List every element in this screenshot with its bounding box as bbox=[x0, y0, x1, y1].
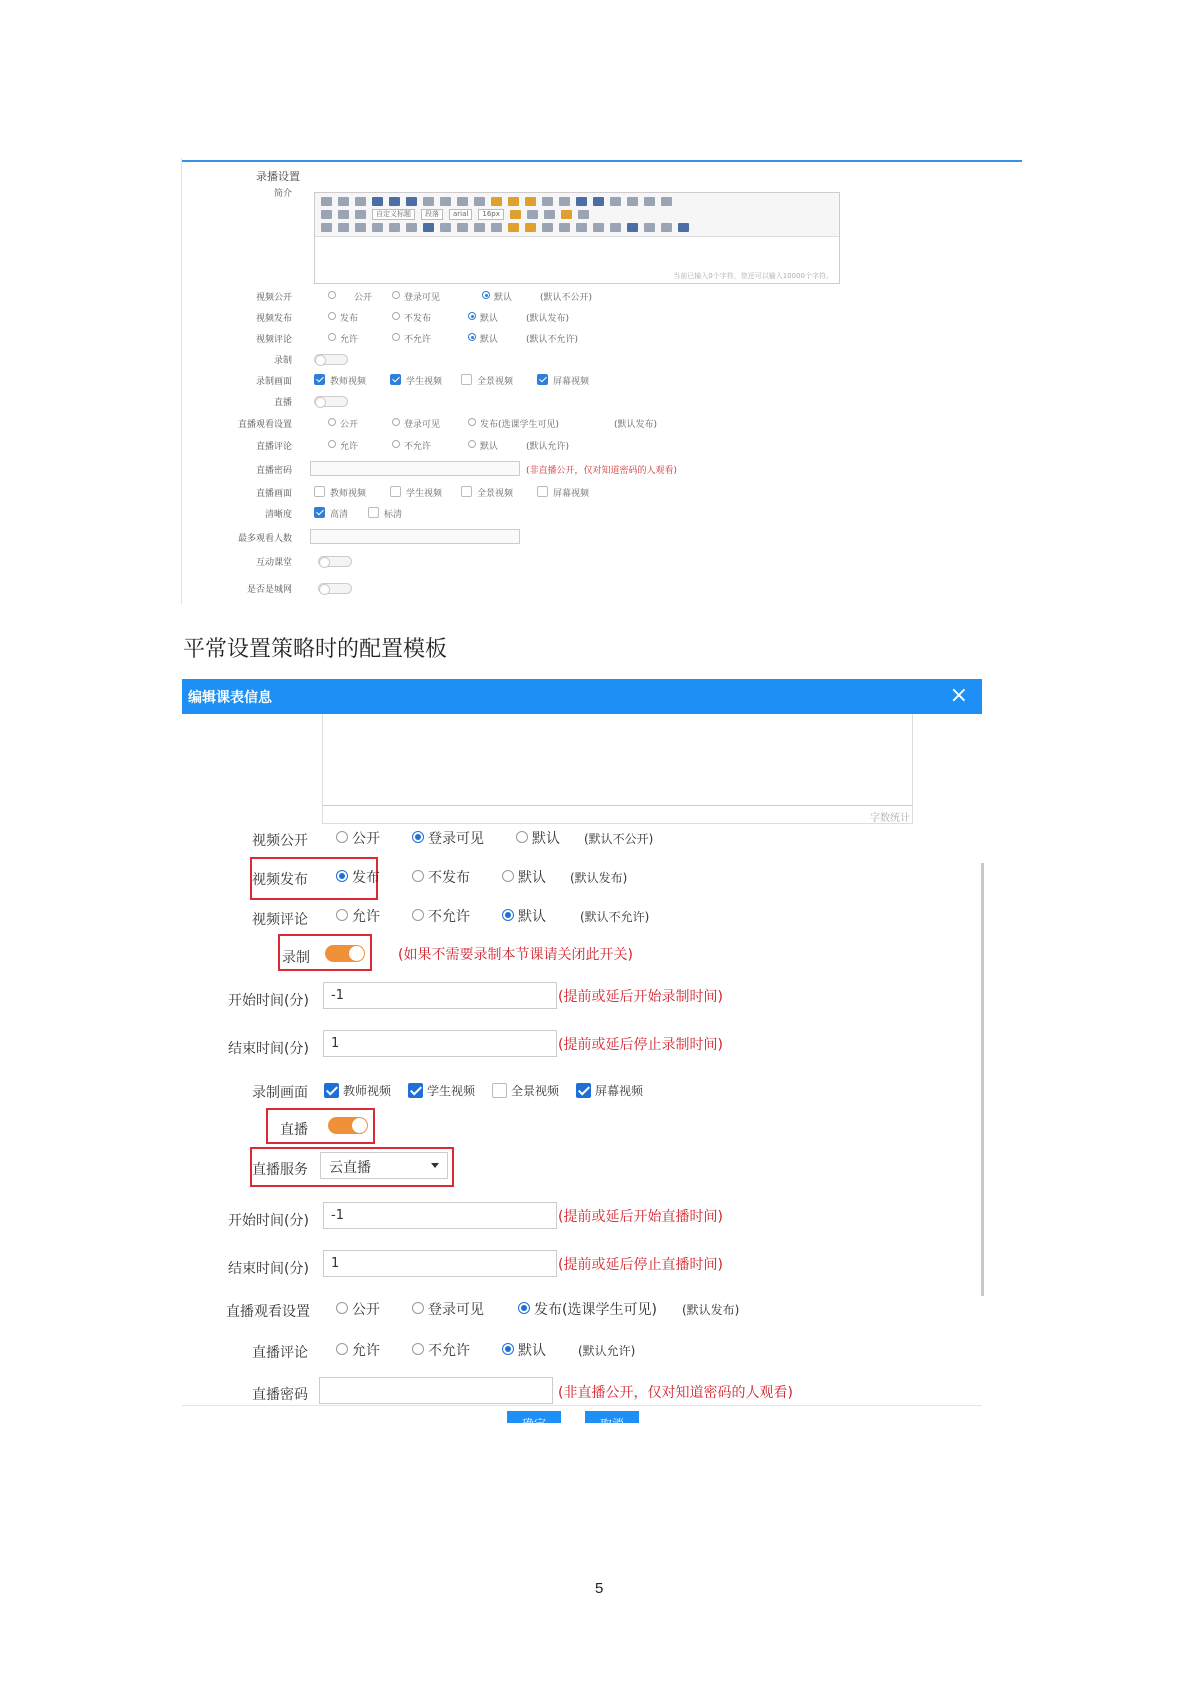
live-comment-radio-deny[interactable] bbox=[392, 440, 400, 448]
clarity-hd-checkbox[interactable] bbox=[314, 507, 325, 518]
live-comment-label: 直播评论 bbox=[252, 1345, 308, 1361]
option-label: 教师视频 bbox=[330, 377, 367, 387]
video-comment-label: 视频评论 bbox=[255, 335, 292, 345]
underline-icon[interactable] bbox=[406, 197, 417, 206]
recording-settings-screenshot bbox=[181, 158, 1021, 604]
word-count: 字数统计 bbox=[870, 813, 910, 824]
live-service-select[interactable] bbox=[320, 1152, 448, 1179]
image-center-icon[interactable] bbox=[457, 223, 468, 232]
option-label: 不发布 bbox=[428, 870, 470, 886]
dropdown-arrow-icon bbox=[431, 1163, 439, 1168]
video-comment-radio-allow[interactable] bbox=[336, 909, 348, 921]
default-note: (默认不公开) bbox=[540, 293, 593, 303]
option-label: 登录可见 bbox=[404, 293, 441, 303]
live-view-label: 直播观看设置 bbox=[237, 420, 292, 430]
option-label: 不允许 bbox=[404, 335, 432, 345]
clarity-sd-checkbox[interactable] bbox=[368, 507, 379, 518]
live-label: 直播 bbox=[280, 1122, 308, 1138]
option-label: 默认 bbox=[518, 870, 546, 886]
record-toggle[interactable] bbox=[314, 354, 348, 365]
record-label: 录制 bbox=[273, 356, 292, 366]
rec-screen-checkbox[interactable] bbox=[576, 1083, 591, 1098]
line-height-icon[interactable] bbox=[355, 210, 366, 219]
time-icon[interactable] bbox=[610, 223, 621, 232]
dialog-footer-divider bbox=[182, 1405, 982, 1406]
border-icon[interactable] bbox=[423, 197, 434, 206]
video-publish-label: 视频发布 bbox=[252, 872, 308, 888]
dialog-scrollbar[interactable] bbox=[981, 863, 984, 1296]
unlink-icon[interactable] bbox=[406, 223, 417, 232]
record-teacher-checkbox[interactable] bbox=[314, 374, 325, 385]
option-label: 屏幕视频 bbox=[553, 489, 590, 499]
record-label: 录制 bbox=[282, 950, 310, 966]
image-right-icon[interactable] bbox=[474, 223, 485, 232]
char-count: 当前已输入0个字符，您还可以输入10000个字符。 bbox=[673, 272, 833, 280]
option-label: 允许 bbox=[340, 335, 359, 345]
default-note: (默认不允许) bbox=[526, 335, 579, 345]
default-note: (默认允许) bbox=[578, 1344, 636, 1358]
live-panorama-checkbox[interactable] bbox=[461, 486, 472, 497]
help-icon[interactable] bbox=[678, 223, 689, 232]
video-publish-radio-publish[interactable] bbox=[336, 870, 348, 882]
video-publish-label: 视频发布 bbox=[255, 314, 292, 324]
video-comment-radio-default[interactable] bbox=[502, 909, 514, 921]
highlight-icon[interactable] bbox=[593, 197, 604, 206]
rec-end-label: 结束时间(分) bbox=[228, 1041, 309, 1057]
video-public-radio-default[interactable] bbox=[516, 831, 528, 843]
option-label: 标清 bbox=[384, 510, 403, 520]
intranet-label: 是否是城网 bbox=[246, 585, 292, 595]
anchor-icon[interactable] bbox=[423, 223, 434, 232]
video-public-radio-login[interactable] bbox=[412, 831, 424, 843]
default-note: (默认发布) bbox=[570, 871, 628, 885]
option-label: 允许 bbox=[352, 909, 380, 925]
option-label: 发布(选课学生可见) bbox=[534, 1302, 657, 1318]
option-label: 不允许 bbox=[428, 909, 470, 925]
caption: 平常设置策略时的配置模板 bbox=[183, 637, 448, 662]
auto-format-icon[interactable] bbox=[525, 197, 536, 206]
paragraph-spacing-icon[interactable] bbox=[338, 210, 349, 219]
option-label: 教师视频 bbox=[330, 489, 367, 499]
font-select[interactable]: arial bbox=[449, 209, 472, 220]
option-label: 不允许 bbox=[404, 442, 432, 452]
top-divider bbox=[182, 160, 1022, 162]
rec-start-label: 开始时间(分) bbox=[228, 993, 309, 1009]
option-label: 全景视频 bbox=[477, 377, 514, 387]
video-publish-radio-publish[interactable] bbox=[328, 312, 336, 320]
option-label: 屏幕视频 bbox=[595, 1084, 644, 1098]
interactive-toggle[interactable] bbox=[318, 556, 352, 567]
live-password-input[interactable] bbox=[319, 1377, 553, 1404]
live-start-input[interactable]: -1 bbox=[323, 1202, 557, 1229]
align-center-icon[interactable] bbox=[578, 210, 589, 219]
live-comment-radio-default[interactable] bbox=[502, 1343, 514, 1355]
option-label: 全景视频 bbox=[511, 1084, 560, 1098]
option-label: 公开 bbox=[354, 293, 373, 303]
page-number: 5 bbox=[595, 1580, 604, 1597]
video-public-radio-public[interactable] bbox=[328, 291, 336, 299]
superscript-icon[interactable] bbox=[457, 197, 468, 206]
live-comment-radio-deny[interactable] bbox=[412, 1343, 424, 1355]
live-password-hint: (非直播公开，仅对知道密码的人观看) bbox=[526, 466, 678, 476]
option-label: 学生视频 bbox=[406, 377, 443, 387]
option-label: 登录可见 bbox=[404, 420, 441, 430]
live-view-label: 直播观看设置 bbox=[226, 1304, 310, 1320]
live-label: 直播 bbox=[273, 398, 292, 408]
video-publish-radio-default[interactable] bbox=[502, 870, 514, 882]
paste-icon[interactable] bbox=[559, 197, 570, 206]
default-note: (默认不公开) bbox=[584, 832, 654, 846]
live-password-label: 直播密码 bbox=[252, 1387, 308, 1403]
option-label: 登录可见 bbox=[428, 1302, 484, 1318]
default-note: (默认不允许) bbox=[580, 910, 650, 924]
video-public-radio-default[interactable] bbox=[482, 291, 490, 299]
rec-end-input[interactable]: 1 bbox=[323, 1030, 557, 1057]
default-note: (默认发布) bbox=[682, 1303, 740, 1317]
live-start-label: 开始时间(分) bbox=[228, 1213, 309, 1229]
html-icon[interactable] bbox=[321, 197, 332, 206]
record-screen-checkbox[interactable] bbox=[537, 374, 548, 385]
uppercase-icon[interactable] bbox=[355, 223, 366, 232]
rich-text-editor[interactable] bbox=[314, 192, 840, 284]
live-view-radio-login[interactable] bbox=[392, 418, 400, 426]
option-label: 发布(选课学生可见) bbox=[480, 420, 560, 430]
live-comment-label: 直播评论 bbox=[255, 442, 292, 452]
rec-teacher-checkbox[interactable] bbox=[324, 1083, 339, 1098]
video-comment-radio-allow[interactable] bbox=[328, 333, 336, 341]
default-note: (默认发布) bbox=[614, 420, 658, 430]
video-public-label: 视频公开 bbox=[252, 833, 308, 849]
font-size-select[interactable]: 16px bbox=[478, 209, 504, 220]
live-toggle[interactable] bbox=[328, 1117, 368, 1134]
rtl-icon[interactable] bbox=[527, 210, 538, 219]
option-label: 屏幕视频 bbox=[553, 377, 590, 387]
option-label: 登录可见 bbox=[428, 831, 484, 847]
option-label: 默认 bbox=[480, 335, 499, 345]
video-comment-label: 视频评论 bbox=[252, 912, 308, 928]
video-publish-radio-default[interactable] bbox=[468, 312, 476, 320]
cancel-button[interactable] bbox=[585, 1411, 639, 1423]
scrawl-icon[interactable] bbox=[542, 223, 553, 232]
option-label: 公开 bbox=[352, 831, 380, 847]
option-label: 默认 bbox=[532, 831, 560, 847]
record-student-checkbox[interactable] bbox=[390, 374, 401, 385]
option-label: 公开 bbox=[352, 1302, 380, 1318]
unordered-list-icon[interactable] bbox=[627, 197, 638, 206]
justify-icon[interactable] bbox=[338, 223, 349, 232]
option-label: 公开 bbox=[340, 420, 359, 430]
live-service-label: 直播服务 bbox=[252, 1162, 308, 1178]
live-view-radio-public[interactable] bbox=[328, 418, 336, 426]
live-screen-checkbox[interactable] bbox=[537, 486, 548, 497]
row-spacing-icon[interactable] bbox=[321, 210, 332, 219]
ok-button[interactable] bbox=[507, 1411, 561, 1423]
video-comment-radio-deny[interactable] bbox=[392, 333, 400, 341]
italic-icon[interactable] bbox=[389, 197, 400, 206]
record-screen-label: 录制画面 bbox=[255, 377, 292, 387]
live-password-label: 直播密码 bbox=[255, 466, 292, 476]
video-public-label: 视频公开 bbox=[255, 293, 292, 303]
live-view-radio-publish[interactable] bbox=[518, 1302, 530, 1314]
live-password-input[interactable] bbox=[310, 461, 520, 476]
max-viewers-label: 最多观看人数 bbox=[237, 534, 292, 544]
option-label: 学生视频 bbox=[406, 489, 443, 499]
option-label: 默认 bbox=[480, 314, 499, 324]
option-label: 全景视频 bbox=[477, 489, 514, 499]
video-public-radio-login[interactable] bbox=[392, 291, 400, 299]
default-note: (默认发布) bbox=[526, 314, 570, 324]
intranet-toggle[interactable] bbox=[318, 583, 352, 594]
live-start-hint: (提前或延后开始直播时间) bbox=[558, 1209, 723, 1225]
intro-label: 简介 bbox=[273, 189, 292, 199]
option-label: 高清 bbox=[330, 510, 349, 520]
lowercase-icon[interactable] bbox=[372, 223, 383, 232]
bold-icon[interactable] bbox=[372, 197, 383, 206]
format-brush-icon[interactable] bbox=[508, 197, 519, 206]
option-label: 允许 bbox=[340, 442, 359, 452]
toolbar-row-3 bbox=[321, 221, 689, 234]
dialog-title: 编辑课表信息 bbox=[188, 690, 272, 706]
paragraph-select[interactable]: 段落 bbox=[421, 209, 443, 220]
rec-panorama-checkbox[interactable] bbox=[492, 1083, 507, 1098]
editor-toolbar bbox=[315, 193, 839, 237]
close-icon[interactable]: × bbox=[949, 683, 968, 708]
live-teacher-checkbox[interactable] bbox=[314, 486, 325, 497]
subscript-icon[interactable] bbox=[474, 197, 485, 206]
clear-doc-icon[interactable] bbox=[661, 197, 672, 206]
live-end-input[interactable]: 1 bbox=[323, 1250, 557, 1277]
video-public-radio-public[interactable] bbox=[336, 831, 348, 843]
option-label: 默认 bbox=[494, 293, 513, 303]
video-comment-radio-default[interactable] bbox=[468, 333, 476, 341]
live-view-radio-public[interactable] bbox=[336, 1302, 348, 1314]
toolbar-row-2 bbox=[321, 208, 589, 221]
align-left-icon[interactable] bbox=[561, 210, 572, 219]
option-label: 不发布 bbox=[404, 314, 432, 324]
live-end-label: 结束时间(分) bbox=[228, 1261, 309, 1277]
option-label: 不允许 bbox=[428, 1343, 470, 1359]
option-label: 默认 bbox=[518, 909, 546, 925]
toolbar-row-1 bbox=[321, 195, 672, 208]
strikethrough-icon[interactable] bbox=[440, 197, 451, 206]
rec-student-checkbox[interactable] bbox=[408, 1083, 423, 1098]
word-count-bar bbox=[322, 806, 913, 824]
video-icon[interactable] bbox=[559, 223, 570, 232]
image-left-icon[interactable] bbox=[440, 223, 451, 232]
intro-textarea[interactable] bbox=[322, 714, 913, 806]
rec-start-input[interactable]: -1 bbox=[323, 982, 557, 1009]
indent-icon[interactable] bbox=[544, 210, 555, 219]
link-icon[interactable] bbox=[389, 223, 400, 232]
option-label: 发布 bbox=[340, 314, 359, 324]
live-comment-radio-allow[interactable] bbox=[336, 1343, 348, 1355]
redo-icon[interactable] bbox=[355, 197, 366, 206]
live-toggle[interactable] bbox=[314, 396, 348, 407]
video-publish-radio-unpublish[interactable] bbox=[392, 312, 400, 320]
live-student-checkbox[interactable] bbox=[390, 486, 401, 497]
record-hint: (如果不需要录制本节课请关闭此开关) bbox=[398, 947, 633, 963]
video-publish-radio-unpublish[interactable] bbox=[412, 870, 424, 882]
insert-image-icon[interactable] bbox=[508, 223, 519, 232]
default-note: (默认允许) bbox=[526, 442, 570, 452]
font-color-icon[interactable] bbox=[576, 197, 587, 206]
option-label: 学生视频 bbox=[427, 1084, 476, 1098]
video-comment-radio-deny[interactable] bbox=[412, 909, 424, 921]
emotion-icon[interactable] bbox=[525, 223, 536, 232]
option-label: 默认 bbox=[518, 1343, 546, 1359]
edit-schedule-dialog bbox=[182, 679, 982, 1429]
ltr-icon[interactable] bbox=[510, 210, 521, 219]
date-icon[interactable] bbox=[593, 223, 604, 232]
dialog-header bbox=[182, 679, 982, 714]
option-label: 教师视频 bbox=[343, 1084, 392, 1098]
preview-icon[interactable] bbox=[661, 223, 672, 232]
rec-end-hint: (提前或延后停止录制时间) bbox=[558, 1037, 723, 1053]
interactive-label: 互动课堂 bbox=[255, 558, 292, 568]
search-replace-icon[interactable] bbox=[644, 223, 655, 232]
quote-icon[interactable] bbox=[542, 197, 553, 206]
custom-heading-select[interactable]: 自定义标题 bbox=[372, 209, 415, 220]
record-toggle[interactable] bbox=[325, 945, 365, 962]
select-all-icon[interactable] bbox=[644, 197, 655, 206]
option-label: 发布 bbox=[352, 870, 380, 886]
record-panorama-checkbox[interactable] bbox=[461, 374, 472, 385]
eraser-icon[interactable] bbox=[491, 197, 502, 206]
live-comment-radio-allow[interactable] bbox=[328, 440, 336, 448]
undo-icon[interactable] bbox=[338, 197, 349, 206]
option-label: 默认 bbox=[480, 442, 499, 452]
live-screen-label: 直播画面 bbox=[255, 489, 292, 499]
live-end-hint: (提前或延后停止直播时间) bbox=[558, 1257, 723, 1273]
live-view-radio-login[interactable] bbox=[412, 1302, 424, 1314]
horizontal-rule-icon[interactable] bbox=[576, 223, 587, 232]
section-title: 录播设置 bbox=[256, 170, 300, 183]
align-right-icon[interactable] bbox=[321, 223, 332, 232]
image-none-icon[interactable] bbox=[491, 223, 502, 232]
rec-screen-label: 录制画面 bbox=[252, 1085, 308, 1101]
live-service-value: 云直播 bbox=[329, 1160, 371, 1176]
live-view-radio-publish[interactable] bbox=[468, 418, 476, 426]
ordered-list-icon[interactable] bbox=[610, 197, 621, 206]
live-comment-radio-default[interactable] bbox=[468, 440, 476, 448]
live-password-hint: (非直播公开，仅对知道密码的人观看) bbox=[558, 1385, 793, 1401]
special-char-icon[interactable] bbox=[627, 223, 638, 232]
clarity-label: 清晰度 bbox=[264, 510, 292, 520]
rec-start-hint: (提前或延后开始录制时间) bbox=[558, 989, 723, 1005]
max-viewers-input[interactable] bbox=[310, 529, 520, 544]
option-label: 允许 bbox=[352, 1343, 380, 1359]
